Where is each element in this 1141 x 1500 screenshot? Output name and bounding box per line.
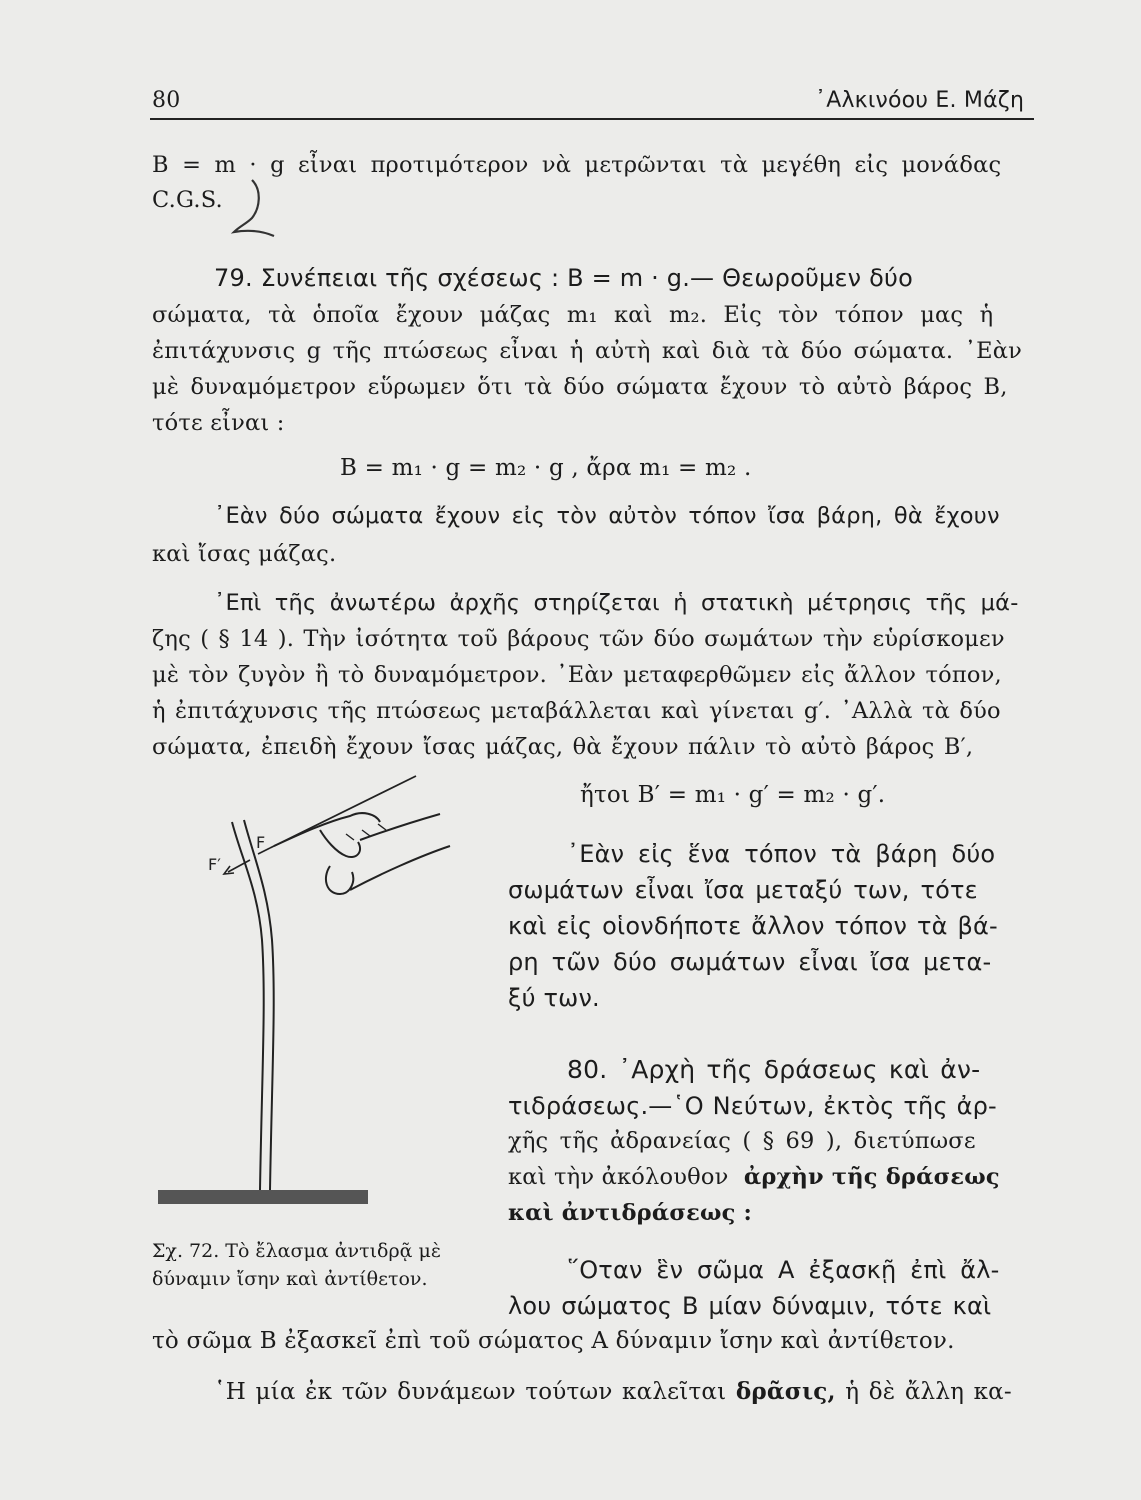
s80-line-1: χῆς τῆς ἀδρανείας ( § 69 ), διετύπωσε (508, 1128, 976, 1154)
figure-72 (150, 770, 470, 1230)
knuckle-outline (320, 830, 360, 857)
s80-line-2-text: καὶ τὴν ἀκόλουθον (508, 1164, 729, 1190)
label-F: F (256, 833, 266, 852)
s79-line-2: ἐπιτάχυνσις g τῆς πτώσεως εἶναι ἡ αὐτὴ καὶ διὰ τὰ δύο σώματα. ᾿Εὰν (152, 338, 1022, 364)
p2-line-4: ἡ ἐπιτάχυνσις τῆς πτώσεως μεταβάλλεται καὶ γίνεται g′. ᾿Αλλὰ τὰ δύο (152, 698, 1001, 724)
handwritten-stroke (234, 180, 274, 236)
statement-line-1: ῞Οταν ἓν σῶμα A ἐξασκῇ ἐπὶ ἄλ- (567, 1256, 1000, 1284)
conclusion-line-1: ᾿Εὰν δύο σώματα ἔχουν εἰς τὸν αὐτὸν τόπον ἴσα βάρη, θὰ ἔχουν (214, 503, 1000, 529)
intro-line-2: C.G.S. (152, 187, 223, 213)
last-line (214, 1378, 1012, 1405)
section-79-heading (214, 264, 913, 292)
intro-line-1: B = m · g εἶναι προτιμότερον νὰ μετρῶνται τὰ μεγέθη εἰς μονάδας (152, 152, 1002, 178)
principle-bold-2: καὶ ἀντιδράσεως : (508, 1200, 753, 1226)
s79-line-1: σώματα, τὰ ὁποῖα ἔχουν μάζας m₁ καὶ m₂. Εἰς τὸν τόπον μας ἡ (152, 302, 994, 328)
ground-base (158, 1190, 368, 1204)
label-F-prime: F′ (208, 855, 221, 874)
running-title: ᾿Αλκινόου Ε. Μάζη (815, 88, 1025, 113)
thumb-outline (326, 866, 353, 894)
header-rule (150, 118, 1034, 120)
rc-line-4: ρη τῶν δύο σωμάτων εἶναι ἴσα μετα- (508, 948, 992, 976)
page-number: 80 (152, 88, 181, 113)
section-79-title-tail: — Θεωροῦμεν δύο (690, 264, 913, 292)
statement-line-2: λου σώματος B μίαν δύναμιν, τότε καὶ (508, 1292, 992, 1320)
rc-line-5: ξύ των. (508, 984, 600, 1012)
conclusion-line-2: καὶ ἴσας μάζας. (152, 541, 337, 567)
principle-bold-1: ἀρχὴν τῆς δράσεως (743, 1164, 1000, 1190)
p2-line-1: ᾿Επὶ τῆς ἀνωτέρω ἀρχῆς στηρίζεται ἡ στατικὴ μέτρησις τῆς μά- (214, 590, 1019, 616)
s80-heading-1: 80. ᾿Αρχὴ τῆς δράσεως καὶ ἀν- (567, 1055, 981, 1084)
p2-line-3: μὲ τὸν ζυγὸν ἢ τὸ δυναμόμετρον. ᾿Εὰν μεταφερθῶμεν εἰς ἄλλον τόπον, (152, 662, 1002, 688)
p2-line-2: ζης ( § 14 ). Τὴν ἰσότητα τοῦ βάρους τῶν δύο σωμάτων τὴν εὑρίσκομεν (152, 626, 1005, 652)
s79-line-4: τότε εἶναι : (152, 410, 285, 436)
s79-line-3: μὲ δυναμόμετρον εὕρωμεν ὅτι τὰ δύο σώματα ἔχουν τὸ αὐτὸ βάρος B, (152, 374, 1008, 400)
equation-weight: ἤτοι B′ = m₁ · g′ = m₂ · g′. (580, 782, 886, 808)
figure-caption-1: Σχ. 72. Τὸ ἔλασμα ἀντιδρᾷ μὲ (152, 1240, 442, 1262)
last-line-start: ῾Η μία ἐκ τῶν δυνάμεων τούτων καλεῖται (214, 1379, 727, 1405)
handwritten-mark (226, 172, 286, 242)
last-line-end: ἡ δὲ ἄλλη κα- (845, 1379, 1012, 1405)
s80-heading-2: τιδράσεως.—῾Ο Νεύτων, ἐκτὸς τῆς ἀρ- (508, 1092, 997, 1120)
wrist-edge (350, 846, 450, 890)
section-79-title: 79. Συνέπειαι τῆς σχέσεως : B = m · g. (214, 264, 691, 292)
rc-line-1: ᾿Εὰν εἰς ἕνα τόπον τὰ βάρη δύο (567, 840, 996, 868)
last-line-bold: δρᾶσις, (735, 1378, 836, 1405)
s80-line-2 (508, 1164, 1000, 1190)
hand-edge (360, 814, 440, 840)
p2-line-5: σώματα, ἐπειδὴ ἔχουν ἴσας μάζας, θὰ ἔχουν πάλιν τὸ αὐτὸ βάρος B′, (152, 734, 974, 760)
statement-line-3: τὸ σῶμα B ἐξασκεῖ ἐπὶ τοῦ σώματος A δύναμιν ἴσην καὶ ἀντίθετον. (152, 1328, 955, 1354)
rc-line-2: σωμάτων εἶναι ἴσα μεταξύ των, τότε (508, 876, 978, 904)
figure-caption-2: δύναμιν ἴσην καὶ ἀντίθετον. (152, 1268, 428, 1290)
strip-left-edge (232, 822, 264, 1190)
rc-line-3: καὶ εἰς οἱονδήποτε ἄλλον τόπον τὰ βά- (508, 912, 998, 940)
equation-mass: B = m₁ · g = m₂ · g , ἄρα m₁ = m₂ . (340, 455, 752, 481)
